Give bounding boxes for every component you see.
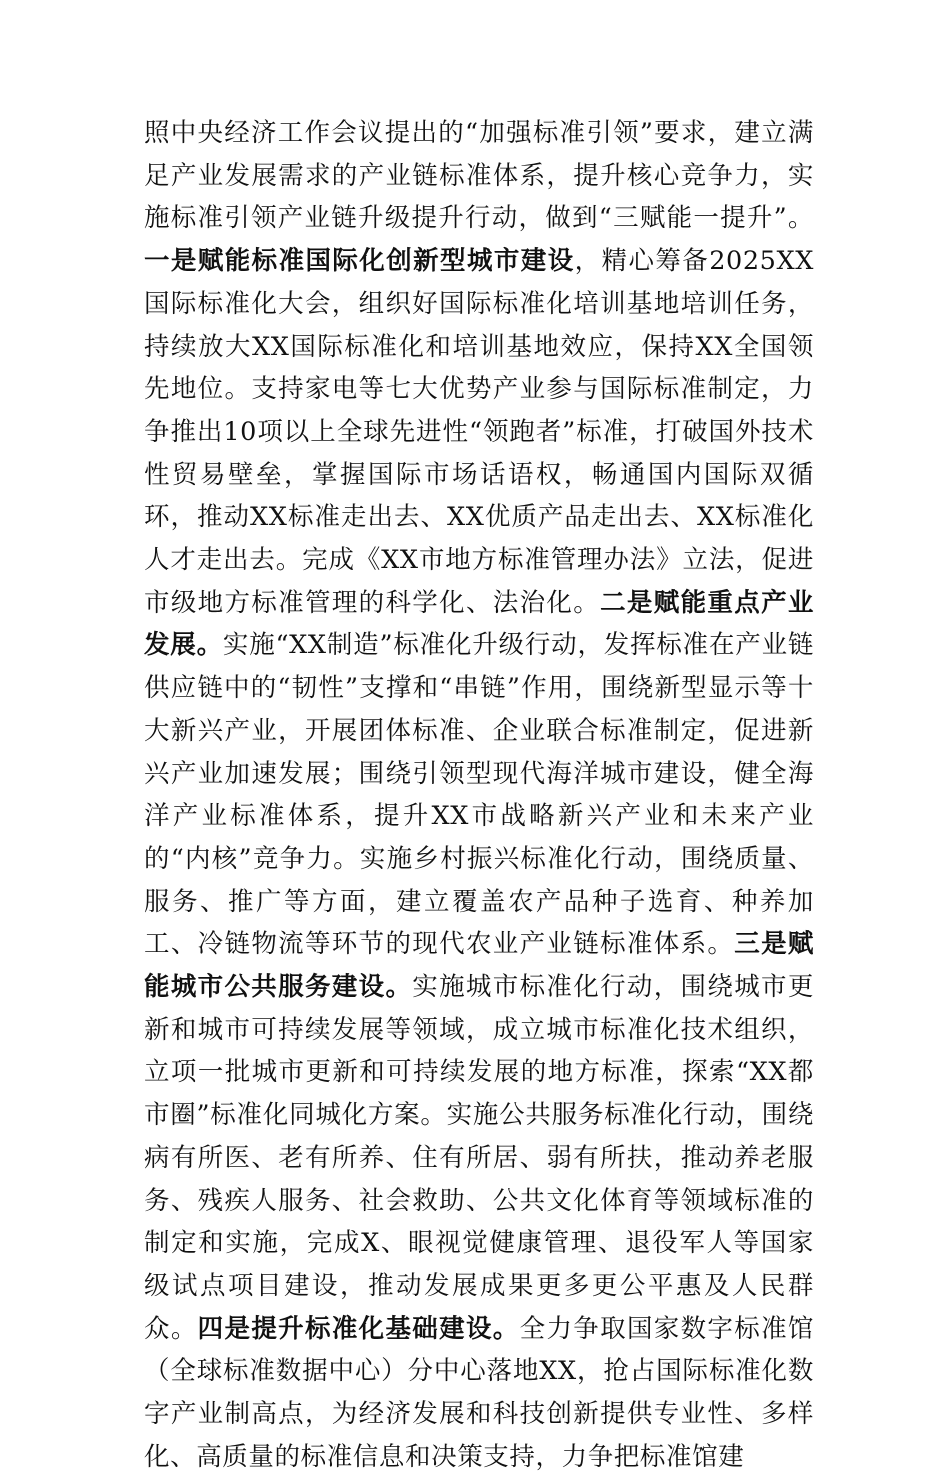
document-body [144,112,814,1479]
heading-inline: 一是赋能标准国际化创新型城市建设 [144,246,575,277]
body-text: 实施城市标准化行动，围绕城市更新和城市可持续发展等领域，成立城市标准化技术组织，立项一批城市更新和可持续发展的地方标准，探索“XX都市圈”标准化同城化方案。实施公共服务标准化行动，围绕病有所医、老有所养、住有所居、弱有所扶，推动养老服务、残疾人服务、社会救助、公共文化体育等领域标准的制定和实施，完成X、眼视觉健康管理、退役军人等国家级试点项目建设，推动发展成果更多更公平惠及人民群众。 [144,972,814,1344]
body-text: 实施“XX制造”标准化升级行动，发挥标准在产业链供应链中的“韧性”支撑和“串链”作用，围绕新型显示等十大新兴产业，开展团体标准、企业联合标准制定，促进新兴产业加速发展；围绕引领型现代海洋城市建设，健全海洋产业标准体系，提升XX市战略新兴产业和未来产业的“内核”竞争力。实施乡村振兴标准化行动，围绕质量、服务、推广等方面，建立覆盖农产品种子选育、种养加工、冷链物流等环节的现代农业产业链标准体系。 [144,630,814,960]
heading-inline: 三是赋能城市公共服务建设。 [144,929,814,1003]
body-text: ，精心筹备2025XX国际标准化大会，组织好国际标准化培训基地培训任务，持续放大XX国际标准化和培训基地效应，保持XX全国领先地位。支持家电等七大优势产业参与国际标准制定，力争推出10项以上全球先进性“领跑者”标准，打破国外技术性贸易壁垒，掌握国际市场话语权，畅通国内国际双循环，推动XX标准走出去、XX优质产品走出去、XX标准化人才走出去。完成《XX市地方标准管理办法》立法，促进市级地方标准管理的科学化、法治化。 [144,246,814,618]
body-text: 照中央经济工作会议提出的“加强标准引领”要求，建立满足产业发展需求的产业链标准体系，提升核心竞争力，实施标准引领产业链升级提升行动，做到“三赋能一提升”。 [144,118,814,234]
heading-inline: 四是提升标准化基础建设。 [197,1313,520,1344]
paragraph [144,112,814,1479]
body-text: 全力争取国家数字标准馆（全球标准数据中心）分中心落地XX，抢占国际标准化数字产业制高点，为经济发展和科技创新提供专业性、多样化、高质量的标准信息和决策支持，力争把标准馆建 [144,1313,815,1472]
heading-inline: 二是赋能重点产业发展。 [144,587,814,661]
